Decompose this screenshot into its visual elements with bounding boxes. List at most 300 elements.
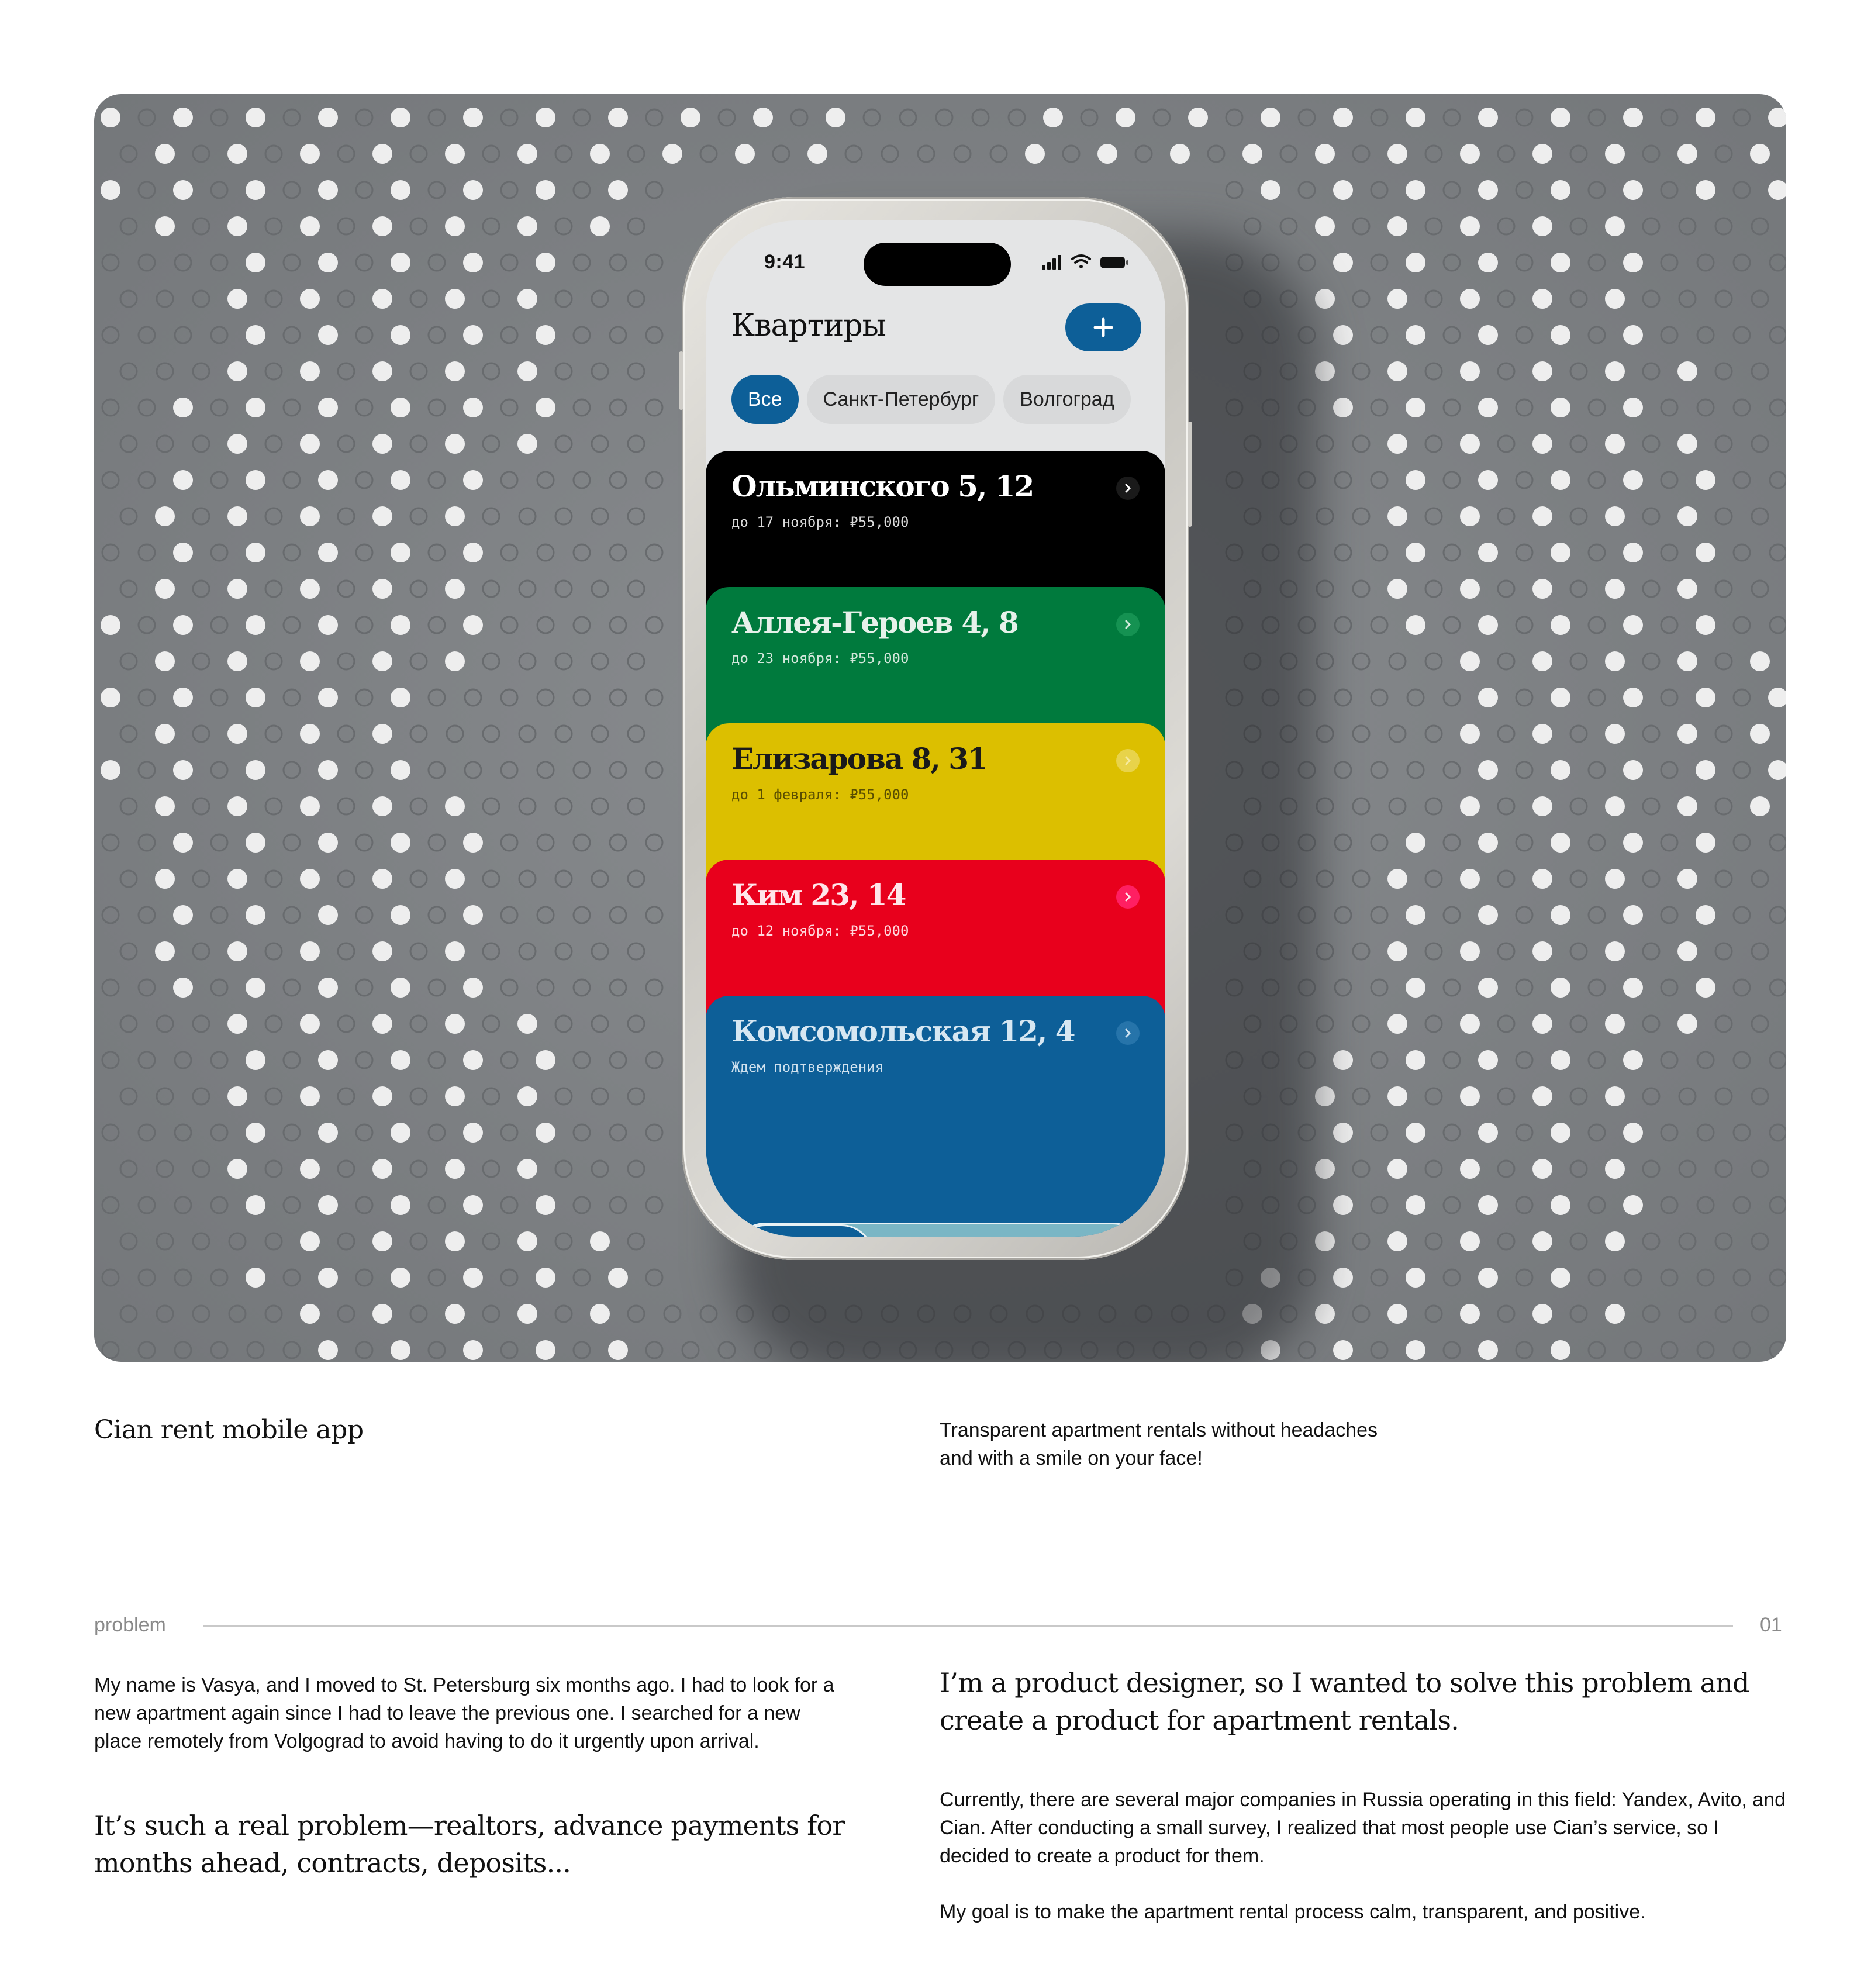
dot-outline <box>1299 182 1315 198</box>
dot-outline <box>1444 689 1460 706</box>
dot-filled <box>246 1050 265 1070</box>
dot-outline <box>175 1269 191 1286</box>
dot-outline <box>1661 182 1677 198</box>
dot-outline <box>537 979 554 996</box>
apartment-card[interactable] <box>706 996 1165 1237</box>
dot-outline <box>1715 726 1732 742</box>
dot-outline <box>628 726 644 742</box>
dot-outline <box>229 1306 246 1322</box>
dot-filled <box>1605 579 1625 599</box>
dot-filled <box>1551 470 1570 490</box>
dot-filled <box>1188 108 1208 127</box>
dot-outline <box>265 798 282 814</box>
dot-outline <box>1734 1124 1750 1141</box>
dot-outline <box>1317 943 1333 960</box>
status-icons <box>1042 253 1135 271</box>
dot-outline <box>1570 581 1587 597</box>
dot-outline <box>555 1233 572 1250</box>
dot-outline <box>1697 1052 1714 1068</box>
dot-outline <box>1770 399 1786 416</box>
dot-outline <box>1715 581 1732 597</box>
dot-outline <box>610 544 626 561</box>
dot-outline <box>429 399 445 416</box>
dot-outline <box>356 327 372 343</box>
dot-filled <box>227 216 247 236</box>
dot-filled <box>300 144 320 164</box>
dot-filled <box>300 796 320 816</box>
dot-filled <box>1387 1014 1407 1034</box>
dot-filled <box>463 978 483 998</box>
dot-filled <box>1605 144 1625 164</box>
dot-filled <box>318 1268 338 1288</box>
dot-filled <box>1551 615 1570 635</box>
dot-outline <box>1353 146 1369 162</box>
dot-outline <box>120 1161 137 1177</box>
dot-outline <box>356 1124 372 1141</box>
dot-filled <box>391 108 410 127</box>
dot-filled <box>227 579 247 599</box>
dot-outline <box>120 291 137 307</box>
dot-outline <box>628 653 644 669</box>
dot-outline <box>537 472 554 488</box>
dot-outline <box>1444 327 1460 343</box>
dot-outline <box>1498 1233 1514 1250</box>
tab-chat[interactable] <box>882 1224 999 1237</box>
dot-outline <box>265 1233 282 1250</box>
dot-outline <box>102 1124 119 1141</box>
dot-filled <box>608 108 628 127</box>
dot-outline <box>483 653 499 669</box>
dot-outline <box>429 327 445 343</box>
dot-outline <box>574 1052 590 1068</box>
dot-filled <box>1750 144 1770 164</box>
chevron-right-icon[interactable] <box>1116 613 1140 636</box>
card-title: Ким 23, 14 <box>731 878 906 912</box>
dot-filled <box>1478 1340 1498 1360</box>
dot-outline <box>519 798 536 814</box>
dot-outline <box>1498 1161 1514 1177</box>
dot-outline <box>1589 182 1605 198</box>
dot-filled <box>173 615 193 635</box>
dot-filled <box>1623 833 1643 853</box>
dot-outline <box>1679 1306 1696 1322</box>
dot-filled <box>1460 1014 1480 1034</box>
dot-filled <box>1387 1304 1407 1324</box>
dot-outline <box>193 218 209 234</box>
dot-outline <box>1498 653 1514 669</box>
dot-outline <box>483 943 499 960</box>
dot-outline <box>1734 327 1750 343</box>
dot-outline <box>1425 726 1442 742</box>
dot-outline <box>1498 871 1514 887</box>
dot-outline <box>1317 871 1333 887</box>
dot-filled <box>1387 506 1407 526</box>
problem-left-column <box>94 1671 848 1882</box>
dot-filled <box>173 978 193 998</box>
dot-outline <box>284 1342 300 1358</box>
dot-filled <box>1406 108 1425 127</box>
dot-filled <box>300 434 320 454</box>
dot-filled <box>1460 1086 1480 1106</box>
dot-outline <box>1715 436 1732 452</box>
dot-outline <box>1734 762 1750 778</box>
dot-outline <box>1734 544 1750 561</box>
dot-outline <box>1335 762 1351 778</box>
dot-filled <box>536 325 555 345</box>
dot-outline <box>1444 617 1460 633</box>
dot-outline <box>1752 581 1768 597</box>
chip-volgograd[interactable]: Волгоград <box>1003 375 1130 424</box>
dot-filled <box>1478 398 1498 417</box>
dot-outline <box>918 146 934 162</box>
dot-outline <box>700 1306 717 1322</box>
dot-filled <box>1532 651 1552 671</box>
dot-outline <box>1498 363 1514 379</box>
dot-filled <box>1478 108 1498 127</box>
dot-filled <box>391 905 410 925</box>
chevron-right-icon[interactable] <box>1116 477 1140 500</box>
dot-filled <box>445 1014 465 1034</box>
dot-outline <box>1643 508 1659 524</box>
dot-outline <box>1570 1088 1587 1105</box>
dot-outline <box>193 291 209 307</box>
dot-outline <box>1734 1197 1750 1213</box>
dot-outline <box>628 146 644 162</box>
dot-outline <box>574 689 590 706</box>
dot-outline <box>193 943 209 960</box>
dot-filled <box>227 869 247 889</box>
dot-outline <box>1444 182 1460 198</box>
dot-filled <box>318 1050 338 1070</box>
dot-filled <box>1696 180 1715 200</box>
dot-filled <box>445 361 465 381</box>
dot-outline <box>664 1306 681 1322</box>
dot-outline <box>1444 544 1460 561</box>
dot-filled <box>1768 108 1786 127</box>
add-apartment-button[interactable] <box>1065 303 1141 351</box>
chip-all[interactable]: Все <box>731 375 799 424</box>
dot-outline <box>1335 617 1351 633</box>
dot-filled <box>1478 1195 1498 1215</box>
dot-outline <box>1570 1016 1587 1032</box>
dot-outline <box>1226 182 1242 198</box>
dot-outline <box>429 472 445 488</box>
dot-outline <box>284 182 300 198</box>
dot-outline <box>1516 1124 1532 1141</box>
dot-outline <box>338 1088 354 1105</box>
dot-outline <box>1770 834 1786 851</box>
dot-filled <box>391 978 410 998</box>
dot-outline <box>120 581 137 597</box>
dot-outline <box>501 907 517 923</box>
dot-outline <box>1570 146 1587 162</box>
dot-outline <box>102 544 119 561</box>
tab-apartments[interactable] <box>733 1224 874 1237</box>
dot-outline <box>646 327 662 343</box>
dot-filled <box>318 253 338 272</box>
dot-filled <box>517 1014 537 1034</box>
dot-outline <box>592 871 608 887</box>
dot-outline <box>211 1197 227 1213</box>
dot-filled <box>463 1195 483 1215</box>
chevron-right-icon[interactable] <box>1116 749 1140 772</box>
dot-outline <box>1425 1233 1442 1250</box>
dot-outline <box>211 544 227 561</box>
dot-outline <box>1498 798 1514 814</box>
dot-outline <box>1697 1269 1714 1286</box>
dot-outline <box>120 1306 137 1322</box>
dot-outline <box>102 1197 119 1213</box>
dot-outline <box>1679 218 1696 234</box>
dot-filled <box>1333 108 1353 127</box>
dot-outline <box>1371 979 1387 996</box>
dot-filled <box>463 615 483 635</box>
dot-outline <box>501 1342 517 1358</box>
dot-outline <box>1335 979 1351 996</box>
dot-outline <box>157 363 173 379</box>
dot-outline <box>265 1088 282 1105</box>
dot-outline <box>574 472 590 488</box>
dot-outline <box>501 1197 517 1213</box>
dot-outline <box>646 1197 662 1213</box>
designer-quote: I’m a product designer, so I wanted to solve this problem and create a product for apartment rentals. <box>940 1667 1749 1736</box>
dot-filled <box>735 144 755 164</box>
dot-filled <box>155 724 175 744</box>
dot-filled <box>1551 1123 1570 1143</box>
dot-outline <box>1353 1233 1369 1250</box>
dot-outline <box>139 327 155 343</box>
dot-filled <box>445 506 465 526</box>
dot-filled <box>227 1086 247 1106</box>
dot-filled <box>101 108 120 127</box>
dot-filled <box>1315 289 1335 309</box>
dot-filled <box>1551 253 1570 272</box>
dot-outline <box>1715 218 1732 234</box>
dot-filled <box>517 1304 537 1324</box>
dot-outline <box>447 726 463 742</box>
dot-outline <box>410 943 427 960</box>
city-filter-chips <box>731 375 1131 424</box>
dot-filled <box>300 289 320 309</box>
dot-filled <box>1460 941 1480 961</box>
dot-filled <box>101 688 120 707</box>
dot-outline <box>211 834 227 851</box>
dot-filled <box>173 905 193 925</box>
dot-outline <box>157 1306 173 1322</box>
dot-filled <box>391 688 410 707</box>
dot-outline <box>628 1161 644 1177</box>
dot-filled <box>372 434 392 454</box>
dot-filled <box>1532 579 1552 599</box>
dot-outline <box>1353 363 1369 379</box>
dot-filled <box>1605 434 1625 454</box>
dot-outline <box>1589 617 1605 633</box>
dot-filled <box>227 1159 247 1179</box>
dot-outline <box>1335 544 1351 561</box>
dot-outline <box>284 617 300 633</box>
dot-outline <box>1752 291 1768 307</box>
dot-filled <box>173 398 193 417</box>
dot-filled <box>1406 325 1425 345</box>
dot-filled <box>1532 1159 1552 1179</box>
dot-filled <box>391 833 410 853</box>
dot-filled <box>227 724 247 744</box>
dot-filled <box>1406 180 1425 200</box>
dot-filled <box>372 869 392 889</box>
dot-outline <box>1516 109 1532 126</box>
dot-outline <box>356 907 372 923</box>
dot-filled <box>155 579 175 599</box>
dot-outline <box>1425 1016 1442 1032</box>
dot-outline <box>1715 1233 1732 1250</box>
dot-outline <box>175 327 191 343</box>
dot-outline <box>211 399 227 416</box>
dot-outline <box>338 726 354 742</box>
dot-filled <box>1551 905 1570 925</box>
dot-outline <box>1643 871 1659 887</box>
dot-outline <box>1335 472 1351 488</box>
dot-outline <box>646 762 662 778</box>
tab-profile[interactable] <box>1020 1224 1137 1237</box>
dot-outline <box>338 943 354 960</box>
dot-outline <box>483 581 499 597</box>
dot-filled <box>1460 1159 1480 1179</box>
dot-outline <box>1715 1306 1732 1322</box>
chevron-right-icon[interactable] <box>1116 1021 1140 1045</box>
dot-outline <box>1589 1269 1605 1286</box>
dot-outline <box>338 508 354 524</box>
dot-outline <box>592 436 608 452</box>
dot-filled <box>1551 1050 1570 1070</box>
dot-outline <box>1715 146 1732 162</box>
dot-filled <box>1605 1304 1625 1324</box>
dot-filled <box>1460 869 1480 889</box>
dot-filled <box>463 180 483 200</box>
dot-outline <box>555 581 572 597</box>
dot-outline <box>1589 544 1605 561</box>
dot-outline <box>1589 327 1605 343</box>
dot-filled <box>1605 941 1625 961</box>
dot-outline <box>483 146 499 162</box>
dot-outline <box>1389 653 1406 669</box>
dot-outline <box>1353 871 1369 887</box>
dot-outline <box>537 617 554 633</box>
dot-filled <box>300 1304 320 1324</box>
dot-outline <box>211 254 227 271</box>
dot-filled <box>372 1304 392 1324</box>
dot-filled <box>101 760 120 780</box>
dot-outline <box>1353 218 1369 234</box>
dot-outline <box>574 762 590 778</box>
dot-outline <box>410 1161 427 1177</box>
chip-saint-petersburg[interactable]: Санкт-Петербург <box>807 375 996 424</box>
dot-outline <box>356 254 372 271</box>
dot-outline <box>1389 798 1406 814</box>
dot-outline <box>193 1088 209 1105</box>
dot-filled <box>318 688 338 707</box>
section-number: 01 <box>1760 1614 1782 1636</box>
dot-outline <box>574 1269 590 1286</box>
dot-filled <box>1605 724 1625 744</box>
dot-outline <box>193 581 209 597</box>
dot-filled <box>1478 1123 1498 1143</box>
dot-outline <box>1752 1233 1768 1250</box>
dot-filled <box>1605 1231 1625 1251</box>
dot-outline <box>1498 218 1514 234</box>
dot-outline <box>1570 943 1587 960</box>
dot-outline <box>1570 508 1587 524</box>
dot-outline <box>1679 1088 1696 1105</box>
dot-filled <box>536 1195 555 1215</box>
dot-outline <box>211 979 227 996</box>
dot-filled <box>372 506 392 526</box>
wifi-icon <box>1072 256 1090 268</box>
dot-outline <box>139 617 155 633</box>
dot-outline <box>537 762 554 778</box>
dot-outline <box>936 109 952 126</box>
dot-outline <box>646 617 662 633</box>
dot-outline <box>284 544 300 561</box>
market-paragraph: Currently, there are several major companies in Russia operating in this field: Yandex, Avito, and Cian. After conducting a small survey, I realized that most people use Cian’s service, so I decided to create a product for them. <box>940 1789 1786 1867</box>
dot-filled <box>1677 651 1697 671</box>
dot-outline <box>356 1197 372 1213</box>
dot-outline <box>483 1233 499 1250</box>
dot-filled <box>246 543 265 562</box>
dot-filled <box>246 1123 265 1143</box>
dot-outline <box>1661 327 1677 343</box>
dot-outline <box>1208 146 1224 162</box>
dot-outline <box>265 436 282 452</box>
dot-outline <box>592 581 608 597</box>
dot-outline <box>1444 1124 1460 1141</box>
dot-outline <box>501 1124 517 1141</box>
dot-outline <box>610 689 626 706</box>
dot-filled <box>536 1268 555 1288</box>
dot-outline <box>1752 943 1768 960</box>
dot-outline <box>265 218 282 234</box>
dot-outline <box>356 834 372 851</box>
dot-outline <box>646 254 662 271</box>
dot-filled <box>227 289 247 309</box>
dot-filled <box>445 1159 465 1179</box>
dot-outline <box>120 871 137 887</box>
dot-outline <box>1371 254 1387 271</box>
dot-filled <box>246 833 265 853</box>
dot-outline <box>139 182 155 198</box>
dot-filled <box>1551 325 1570 345</box>
dot-filled <box>391 1050 410 1070</box>
dot-filled <box>1623 398 1643 417</box>
dot-outline <box>1371 472 1387 488</box>
chevron-right-icon[interactable] <box>1116 885 1140 909</box>
dot-outline <box>1661 1124 1677 1141</box>
dot-filled <box>1478 905 1498 925</box>
dot-filled <box>1696 108 1715 127</box>
dot-outline <box>1643 291 1659 307</box>
dot-outline <box>1425 943 1442 960</box>
dot-outline <box>1317 726 1333 742</box>
dot-filled <box>536 180 555 200</box>
dot-filled <box>1677 361 1697 381</box>
dot-filled <box>1025 144 1045 164</box>
dot-filled <box>1387 1231 1407 1251</box>
dot-outline <box>1589 907 1605 923</box>
dot-outline <box>175 1342 191 1358</box>
dot-outline <box>338 798 354 814</box>
dot-outline <box>1299 254 1315 271</box>
dot-filled <box>1460 144 1480 164</box>
dot-outline <box>1353 1016 1369 1032</box>
